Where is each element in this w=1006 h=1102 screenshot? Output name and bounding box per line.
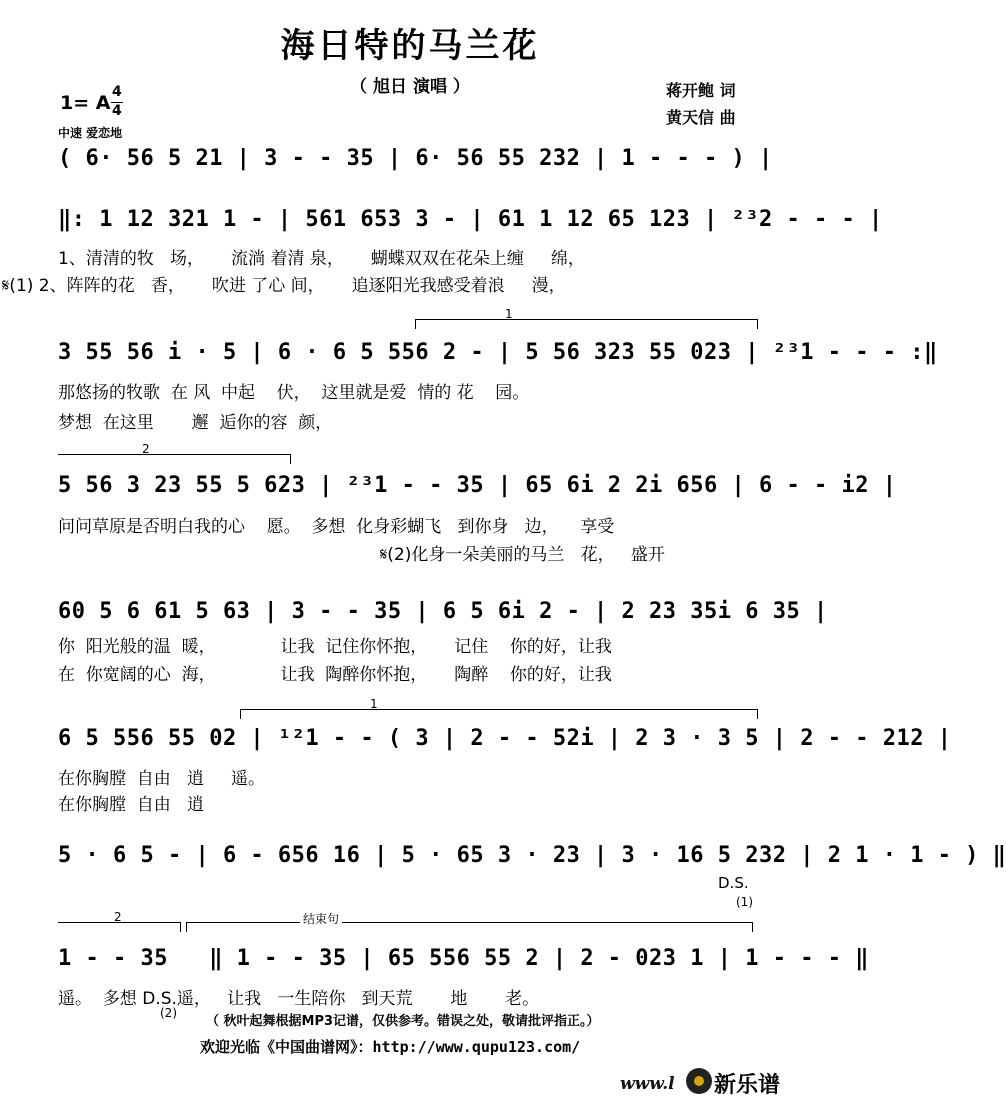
lyric-row-4a: 你 阳光般的温 暖， 让我 记住你怀抱， 记住 你的好，让我 — [58, 637, 612, 657]
volta-2b-label: 2 — [114, 910, 122, 924]
logo-text: 新乐谱 — [714, 1073, 781, 1098]
ds-marking: D.S. — [718, 874, 749, 892]
logo-disc-icon — [686, 1068, 712, 1094]
lyric-row-2b: 梦想 在这里 邂 逅你的容 颜， — [58, 413, 333, 433]
score-row-4: 60 5 6 61 5 63 | 3 - - 35 | 6 5 6i 2 - | 2 23 35i 6 35 | — [58, 599, 828, 624]
lyric-row-7: 遥。 多想 D.S.遥， 让我 一生陪你 到天荒 地 老。 — [58, 989, 540, 1009]
composer-credit: 黄天信 曲 — [666, 108, 736, 127]
lyric-row-3a: 问问草原是否明白我的心 愿。 多想 化身彩蝴飞 到你身 边， 享受 — [58, 517, 615, 537]
lyric-row-1b: 𝄋(1) 2、阵阵的花 香， 吹进 了心 间， 追逐阳光我感受着浪 漫， — [2, 276, 566, 296]
tempo-marking: 中速 爱恋地 — [58, 126, 123, 140]
score-row-1: ‖: 1 12 321 1 - | 561 653 3 - | 61 1 12 65 123 | ²³2 - - - | — [58, 207, 883, 232]
score-row-intro: ( 6· 56 5 21 | 3 - - 35 | 6· 56 55 232 | 1 - - - ) | — [58, 146, 773, 171]
singer-credit: （ 旭日 演唱 ） — [350, 77, 470, 97]
score-row-3: 5 56 3 23 55 5 623 | ²³1 - - 35 | 65 6i 2 2i 656 | 6 - - i2 | — [58, 473, 897, 498]
song-title: 海日特的马兰花 — [280, 26, 540, 66]
score-row-7: 1 - - 35 ‖ 1 - - 35 | 65 556 55 2 | 2 - 023 1 | 1 - - - ‖ — [58, 946, 869, 971]
time-signature-bottom: 4 — [112, 103, 122, 119]
volta-2-label: 2 — [142, 442, 150, 456]
volta-1b-label: 1 — [370, 697, 378, 711]
lyric-row-1a: 1、清清的牧 场， 流淌 着清 泉， 蝴蝶双双在花朵上缠 绵， — [58, 249, 585, 269]
lyric-row-5b: 在你胸膛 自由 逍 — [58, 795, 205, 815]
lyricist-credit: 蒋开鲍 词 — [666, 81, 736, 100]
website-credit[interactable]: 欢迎光临《中国曲谱网》：http://www.qupu123.com/ — [200, 1038, 581, 1056]
lyric-row-5a: 在你胸膛 自由 逍 遥。 — [58, 769, 266, 789]
key-signature: 1= A — [60, 92, 111, 114]
watermark-url: www.l — [620, 1074, 675, 1094]
score-row-5: 6 5 556 55 02 | ¹²1 - - ( 3 | 2 - - 52i | 2 3 · 3 5 | 2 - - 212 | — [58, 726, 952, 751]
score-row-6: 5 · 6 5 - | 6 - 656 16 | 5 · 65 3 · 23 | 3 · 16 5 232 | 2 1 · 1 - ) ‖ — [58, 843, 1006, 868]
lyric-row-3b: 𝄋(2)化身一朵美丽的马兰 花， 盛开 — [380, 545, 665, 565]
ds-subscript: (1) — [736, 895, 753, 909]
lyric-row-2a: 那悠扬的牧歌 在 风 中起 伏， 这里就是爱 情的 花 园。 — [58, 383, 530, 403]
score-row-2: 3 55 56 i · 5 | 6 · 6 5 556 2 - | 5 56 323 55 023 | ²³1 - - - :‖ — [58, 340, 938, 365]
lyric-row-4b: 在 你宽阔的心 海， 让我 陶醉你怀抱， 陶醉 你的好，让我 — [58, 665, 612, 685]
transcriber-note: （ 秋叶起舞根据MP3记谱，仅供参考。错误之处，敬请批评指正。） — [206, 1014, 600, 1029]
ds-subscript-2: (2) — [160, 1006, 177, 1020]
volta-1-label: 1 — [505, 307, 513, 321]
ending-label: 结束句 — [300, 910, 342, 927]
time-signature-top: 4 — [112, 84, 122, 100]
